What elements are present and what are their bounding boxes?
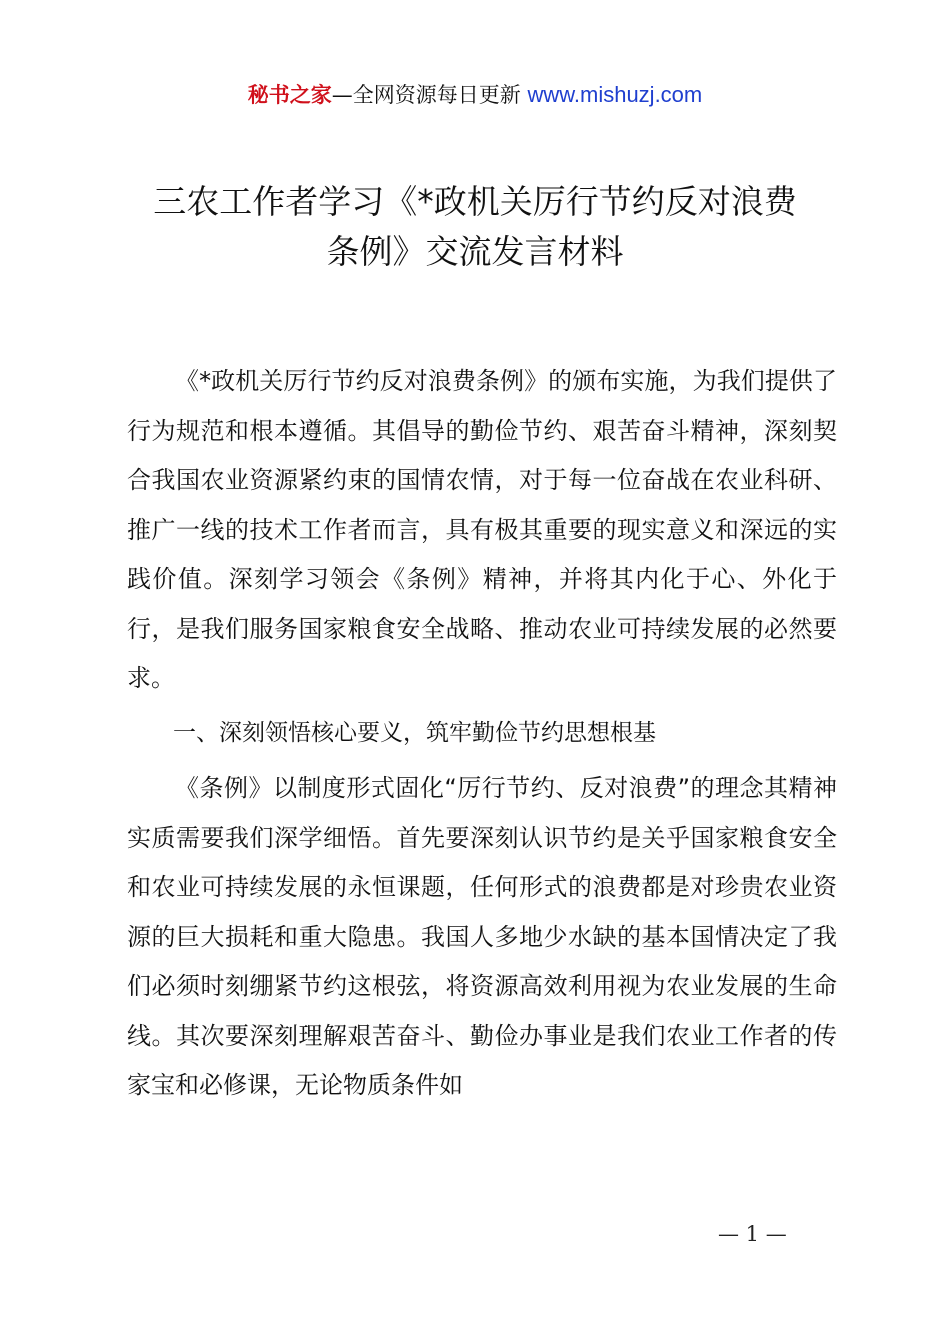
site-url-link[interactable]: www.mishuzj.com [527, 82, 703, 107]
page-number: — 1 — [718, 1222, 787, 1246]
brand-name: 秘书之家 [247, 83, 332, 107]
document-body [127, 357, 837, 1111]
header-tagline: —全网资源每日更新 [331, 83, 521, 107]
paragraph-intro: 《*政机关厉行节约反对浪费条例》的颁布实施，为我们提供了行为规范和根本遵循。其倡导的勤俭节约、艰苦奋斗精神，深刻契合我国农业资源紧约束的国情农情，对于每一位奋战在农业科研、推广一线的技术工作者而言，具有极其重要的现实意义和深远的实践价值。深刻学习领会《条例》精神，并将其内化于心、外化于行，是我们服务国家粮食安全战略、推动农业可持续发展的必然要求。 [127, 367, 837, 692]
title-line-2: 条例》交流发言材料 [326, 232, 624, 271]
paragraph-section-1: 《条例》以制度形式固化“厉行节约、反对浪费”的理念其精神实质需要我们深学细悟。首先要深刻认识节约是关乎国家粮食安全和农业可持续发展的永恒课题，任何形式的浪费都是对珍贵农业资源的巨大损耗和重大隐患。我国人多地少水缺的基本国情决定了我们必须时刻绷紧节约这根弦，将资源高效利用视为农业发展的生命线。其次要深刻理解艰苦奋斗、勤俭办事业是我们农业工作者的传家宝和必修课，无论物质条件如 [127, 774, 837, 1099]
section-heading-1: 一、深刻领悟核心要义，筑牢勤俭节约思想根基 [173, 719, 656, 746]
title-line-1: 三农工作者学习《*政机关厉行节约反对浪费 [153, 182, 797, 221]
site-header [0, 80, 950, 110]
document-title [60, 177, 890, 277]
